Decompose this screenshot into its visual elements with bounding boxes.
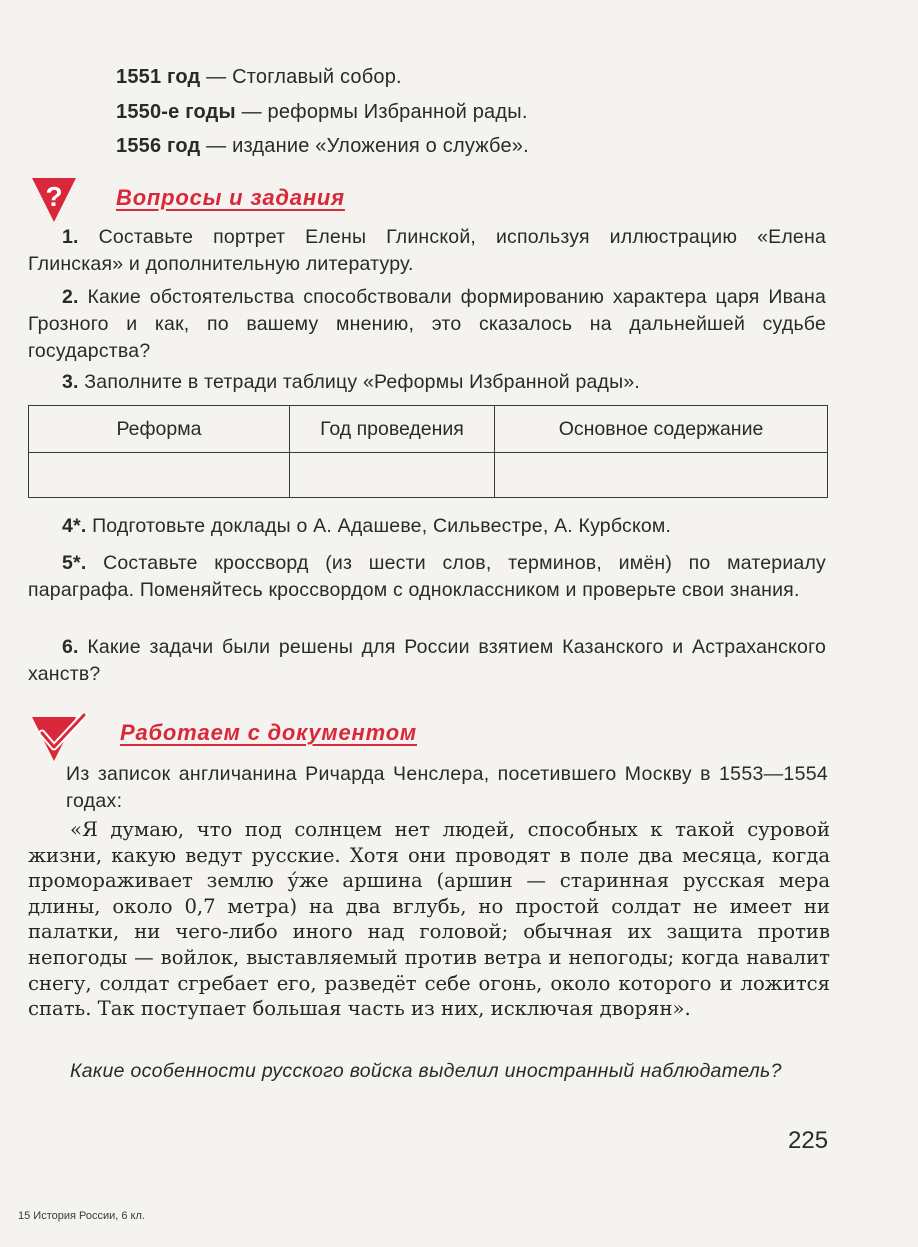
table-cell (290, 453, 495, 498)
document-intro-text: Из записок англичанина Ричарда Ченслера, посетившего Москву в 1553—1554 годах: (66, 763, 828, 812)
date-line-3 (116, 135, 529, 158)
date-year: 1551 год (116, 66, 201, 88)
document-quote (28, 817, 830, 1022)
question-number: 2. (62, 286, 79, 308)
question-number: 4*. (62, 515, 87, 537)
table-header-cell: Год проведения (290, 406, 495, 453)
question-3 (28, 369, 826, 396)
date-line-1 (116, 66, 402, 89)
date-line-2 (116, 101, 528, 124)
date-year: 1550-е годы (116, 101, 236, 123)
question-6 (28, 634, 826, 688)
question-text: Подготовьте доклады о А. Адашеве, Сильвестре, А. Курбском. (86, 515, 672, 537)
question-number: 1. (62, 226, 79, 248)
footer-note: 15 История России, 6 кл. (18, 1210, 145, 1222)
question-text: Какие обстоятельства способствовали формированию характера царя Ивана Грозного и как, по вашему мнению, это сказалось на дальнейшей судьбе государства? (28, 286, 826, 362)
reforms-table (28, 405, 828, 498)
document-question-text: Какие особенности русского войска выделил иностранный наблюдатель? (70, 1060, 782, 1082)
question-1 (28, 224, 826, 278)
table-row (29, 453, 828, 498)
date-event: — Стоглавый собор. (200, 66, 402, 88)
question-text: Составьте кроссворд (из шести слов, терминов, имён) по материалу параграфа. Поменяйтесь кроссвордом с одноклассником и проверьте свои знания. (28, 552, 826, 601)
document-intro (66, 761, 828, 815)
question-text: Составьте портрет Елены Глинской, используя иллюстрацию «Елена Глинская» и дополнительную литературу. (28, 226, 826, 275)
table-cell (29, 453, 290, 498)
question-text: Заполните в тетради таблицу «Реформы Избранной рады». (78, 371, 641, 393)
page-number: 225 (788, 1127, 829, 1154)
question-mark-icon (30, 176, 78, 224)
document-quote-text: «Я думаю, что под солнцем нет людей, способных к такой суровой жизни, какую ведут русские. Хотя они проводят в поле два месяца, когда промораживает землю у́же аршина (аршин — старинная русская мера длины, около 0,7 метра) на два вглубь, но простой солдат не имеет ни палатки, ни чего-либо иного над головой; обычная их защита против непогоды — войлок, выставляемый против ветра и непогоды; когда навалит снегу, солдат сгребает его, разведёт себе огонь, около которого и ложится спать. Так поступает большая часть из них, исключая дворян». (28, 818, 830, 1021)
question-number: 6. (62, 636, 79, 658)
question-number: 3. (62, 371, 79, 393)
document-question (28, 1058, 828, 1085)
document-title: Работаем с документом (120, 720, 418, 745)
question-text: Какие задачи были решены для России взятием Казанского и Астраханского ханств? (28, 636, 826, 685)
date-event: — издание «Уложения о службе». (200, 135, 529, 157)
date-year: 1556 год (116, 135, 201, 157)
svg-text:?: ? (45, 181, 63, 212)
table-header-cell: Реформа (29, 406, 290, 453)
date-event: — реформы Избранной рады. (235, 101, 528, 123)
checkmark-icon (30, 713, 88, 765)
question-4 (28, 513, 826, 540)
question-number: 5*. (62, 552, 87, 574)
table-cell (495, 453, 828, 498)
question-5 (28, 550, 826, 604)
table-header-cell: Основное содержание (495, 406, 828, 453)
table-header-row (29, 406, 828, 453)
question-2 (28, 284, 826, 365)
questions-title: Вопросы и задания (116, 185, 345, 210)
